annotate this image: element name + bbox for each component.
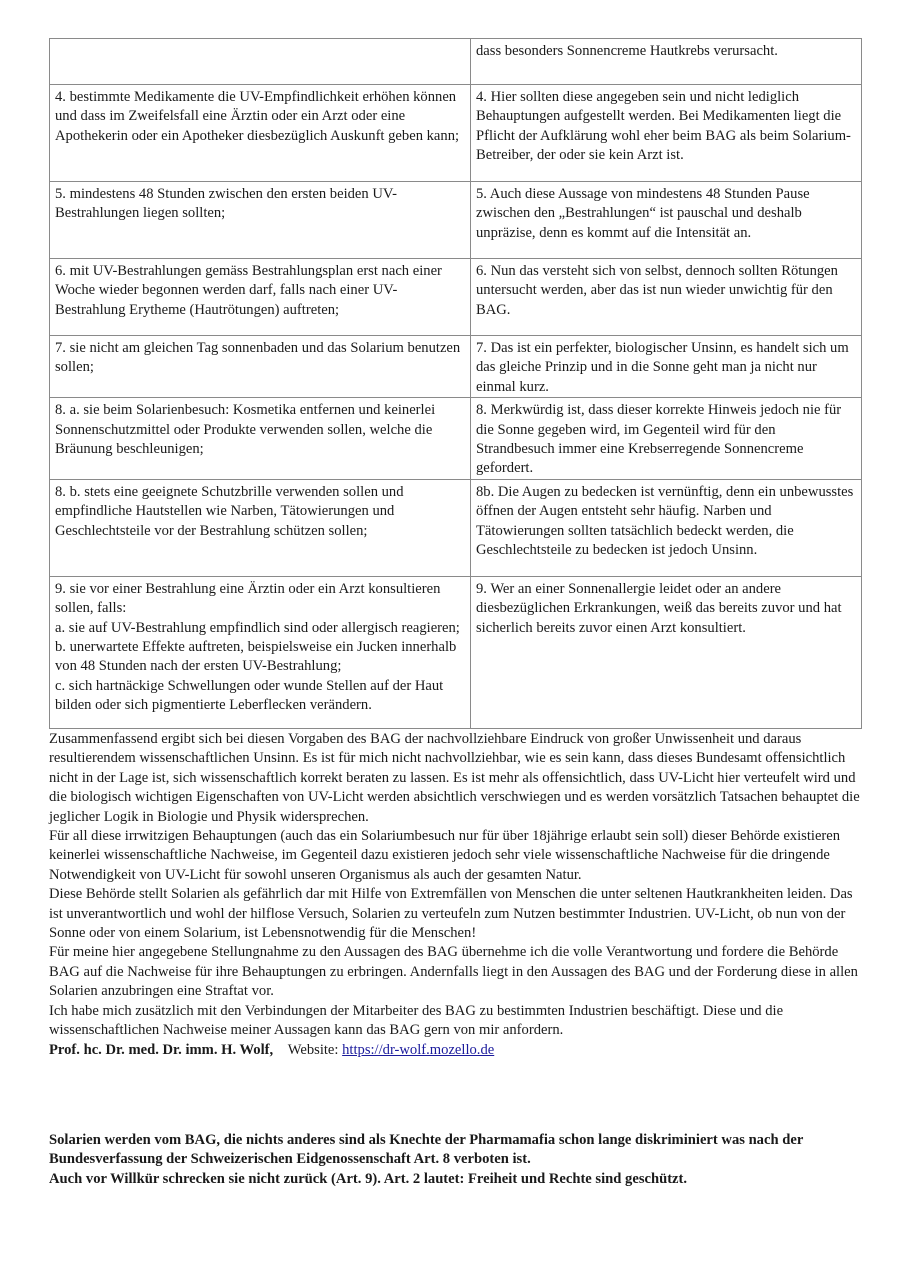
table-row (50, 336, 862, 398)
table-cell-left (50, 259, 471, 336)
website-link[interactable]: https://dr-wolf.mozello.de (342, 1041, 495, 1058)
summary-text (49, 730, 861, 1060)
table-cell-right (471, 259, 862, 336)
paragraph: Für all diese irrwitzigen Behauptungen (auch das ein Solariumbesuch nur für über 18jährige erlaubt sein soll) dieser Behörde existieren keinerlei wissenschaftliche Nachweise, im Gegenteil dazu existieren jedoch sehr viele wissenschaftliche Nachweise für die dringende Notwendigkeit von UV-Licht für sowohl unseren Organismus als auch der gesamten Natur. (49, 828, 841, 883)
cell-text: 6. mit UV-Bestrahlungen gemäss Bestrahlungsplan erst nach einer Woche wieder begonnen werden darf, falls nach einer UV-Bestrahlung Erytheme (Hautrötungen) auftreten; (55, 263, 442, 318)
table-cell-left (50, 85, 471, 182)
table-cell-left (50, 479, 471, 576)
cell-text: 9. sie vor einer Bestrahlung eine Ärztin oder ein Arzt konsultieren sollen, falls: (55, 580, 441, 617)
table-cell-right (471, 576, 862, 728)
table-cell-right (471, 479, 862, 576)
cell-text: 6. Nun das versteht sich von selbst, dennoch sollten Rötungen untersucht werden, aber das ist nun wieder unwichtig für den BAG. (476, 263, 838, 318)
cell-text: dass besonders Sonnencreme Hautkrebs verursacht. (476, 43, 778, 59)
table-cell-right (471, 182, 862, 259)
table-row (50, 479, 862, 576)
cell-text: 5. mindestens 48 Stunden zwischen den ersten beiden UV-Bestrahlungen liegen sollten; (55, 186, 397, 222)
cell-text: 9. Wer an einer Sonnenallergie leidet oder an andere diesbezüglichen Erkrankungen, weiß das bereits zuvor und hat sicherlich bereits zuvor einen Arzt konsultiert. (476, 580, 842, 636)
paragraph: Zusammenfassend ergibt sich bei diesen Vorgaben des BAG der nachvollziehbare Eindruck von großer Unwissenheit und daraus resultierendem wissenschaftlichen Unsinn. Es ist für mich nicht nachvollziehbar, wie es sein kann, dass dieses Bundesamt offensichtlich nicht in der Lage ist, sich wissenschaftlich korrekt beraten zu lassen. Es ist mehr als offensichtlich, dass UV-Licht hier verteufelt wird und die biologisch wichtigen Eigenschaften von UV-Licht werden absichtlich verschwiegen und es werden vorsätzlich Tatsachen behauptet die jeglicher Logik in Biologie und Physik widersprechen. (49, 731, 860, 825)
signature-name: Prof. hc. Dr. med. Dr. imm. H. Wolf, (49, 1041, 274, 1058)
cell-text: 8. a. sie beim Solarienbesuch: Kosmetika entfernen und keinerlei Sonnenschutzmittel oder Produkte verwenden sollen, welche die Bräunung beschleunigen; (55, 402, 436, 458)
table-cell-left (50, 182, 471, 259)
cell-text: b. unerwartete Effekte auftreten, beispielsweise ein Jucken innerhalb von 48 Stunden nach der ersten UV-Bestrahlung; (55, 639, 457, 675)
closing-statement (49, 1131, 861, 1189)
paragraph: Diese Behörde stellt Solarien als gefährlich dar mit Hilfe von Extremfällen von Menschen die unter seltenen Hautkrankheiten leiden. Das ist unverantwortlich und wohl der hilflose Versuch, Solarien zu verteufeln zum Nutzen bestimmter Industrien. UV-Licht, ob nun von der Sonne oder von einem Solarium, ist Lebensnotwendig für die Menschen! (49, 886, 853, 942)
table-cell-left (50, 398, 471, 480)
table-cell-left (50, 336, 471, 398)
paragraph: Für meine hier angegebene Stellungnahme zu den Aussagen des BAG übernehme ich die volle Verantwortung und fordere die Behörde BAG auf die Nachweise für ihre Behauptungen zu erbringen. Andernfalls liegt in den Aussagen des BAG und der Forderung diese in allen Solarien anzubringen eine Straftat vor. (49, 944, 858, 1000)
table-row (50, 398, 862, 480)
table-cell-right (471, 39, 862, 85)
paragraph: Ich habe mich zusätzlich mit den Verbindungen der Mitarbeiter des BAG zu bestimmten Industrien beschäftigt. Diese und die wissenschaftlichen Nachweise meiner Aussagen kann das BAG gern von mir anfordern. (49, 1002, 784, 1039)
cell-text: 4. Hier sollten diese angegeben sein und nicht lediglich Behauptungen aufgestellt werden. Bei Medikamenten liegt die Pflicht der Aufklärung wohl eher beim BAG als beim Solarium-Betreiber, der oder sie kein Arzt ist. (476, 89, 851, 164)
cell-text: 4. bestimmte Medikamente die UV-Empfindlichkeit erhöhen können und dass im Zweifelsfall eine Ärztin oder ein Arzt oder eine Apothekerin oder ein Apotheker diesbezüglich Auskunft geben kann; (55, 89, 460, 144)
cell-text: 8. Merkwürdig ist, dass dieser korrekte Hinweis jedoch nie für die Sonne gegeben wird, im Gegenteil wird für den Strandbesuch immer eine Krebserregende Sonnencreme gefordert. (476, 402, 842, 477)
cell-text: 7. Das ist ein perfekter, biologischer Unsinn, es handelt sich um das gleiche Prinzip und in die Sonne geht man ja nicht nur einmal kurz. (476, 340, 849, 395)
table-cell-left (50, 39, 471, 85)
table-row (50, 182, 862, 259)
table-cell-right (471, 85, 862, 182)
table-row (50, 39, 862, 85)
table-cell-left (50, 576, 471, 728)
table-row (50, 85, 862, 182)
cell-text: 8. b. stets eine geeignete Schutzbrille verwenden sollen und empfindliche Hautstellen wie Narben, Tätowierungen und Geschlechtsteile vor der Bestrahlung schützen sollen; (55, 483, 404, 539)
closing-paragraph: Auch vor Willkür schrecken sie nicht zurück (Art. 9). Art. 2 lautet: Freiheit und Rechte sind geschützt. (49, 1170, 688, 1187)
table-row (50, 259, 862, 336)
cell-text: c. sich hartnäckige Schwellungen oder wunde Stellen auf der Haut bilden oder sich pigmentierte Leberflecken verändern. (55, 677, 444, 714)
table-cell-right (471, 336, 862, 398)
cell-text: 7. sie nicht am gleichen Tag sonnenbaden und das Solarium benutzen sollen; (55, 340, 461, 376)
cell-text: a. sie auf UV-Bestrahlung empfindlich sind oder allergisch reagieren; (55, 619, 460, 636)
cell-text: 8b. Die Augen zu bedecken ist vernünftig, denn ein unbewusstes öffnen der Augen entsteht sehr häufig. Narben und Tätowierungen sollten tatsächlich bedeckt werden, die Geschlechtsteile zu bedecken ist jedoch Unsinn. (476, 483, 854, 559)
cell-text: 5. Auch diese Aussage von mindestens 48 Stunden Pause zwischen den „Bestrahlungen“ ist pauschal und deshalb unpräzise, denn es kommt auf die Intensität an. (476, 186, 810, 241)
signature-line (49, 1041, 861, 1060)
table-row (50, 576, 862, 728)
comparison-table (49, 38, 862, 729)
closing-paragraph: Solarien werden vom BAG, die nichts anderes sind als Knechte der Pharmamafia schon lange diskriminiert was nach der Bundesverfassung der Schweizerischen Eidgenossenschaft Art. 8 verboten ist. (49, 1132, 804, 1168)
table-cell-right (471, 398, 862, 480)
website-label: Website: (287, 1041, 339, 1058)
